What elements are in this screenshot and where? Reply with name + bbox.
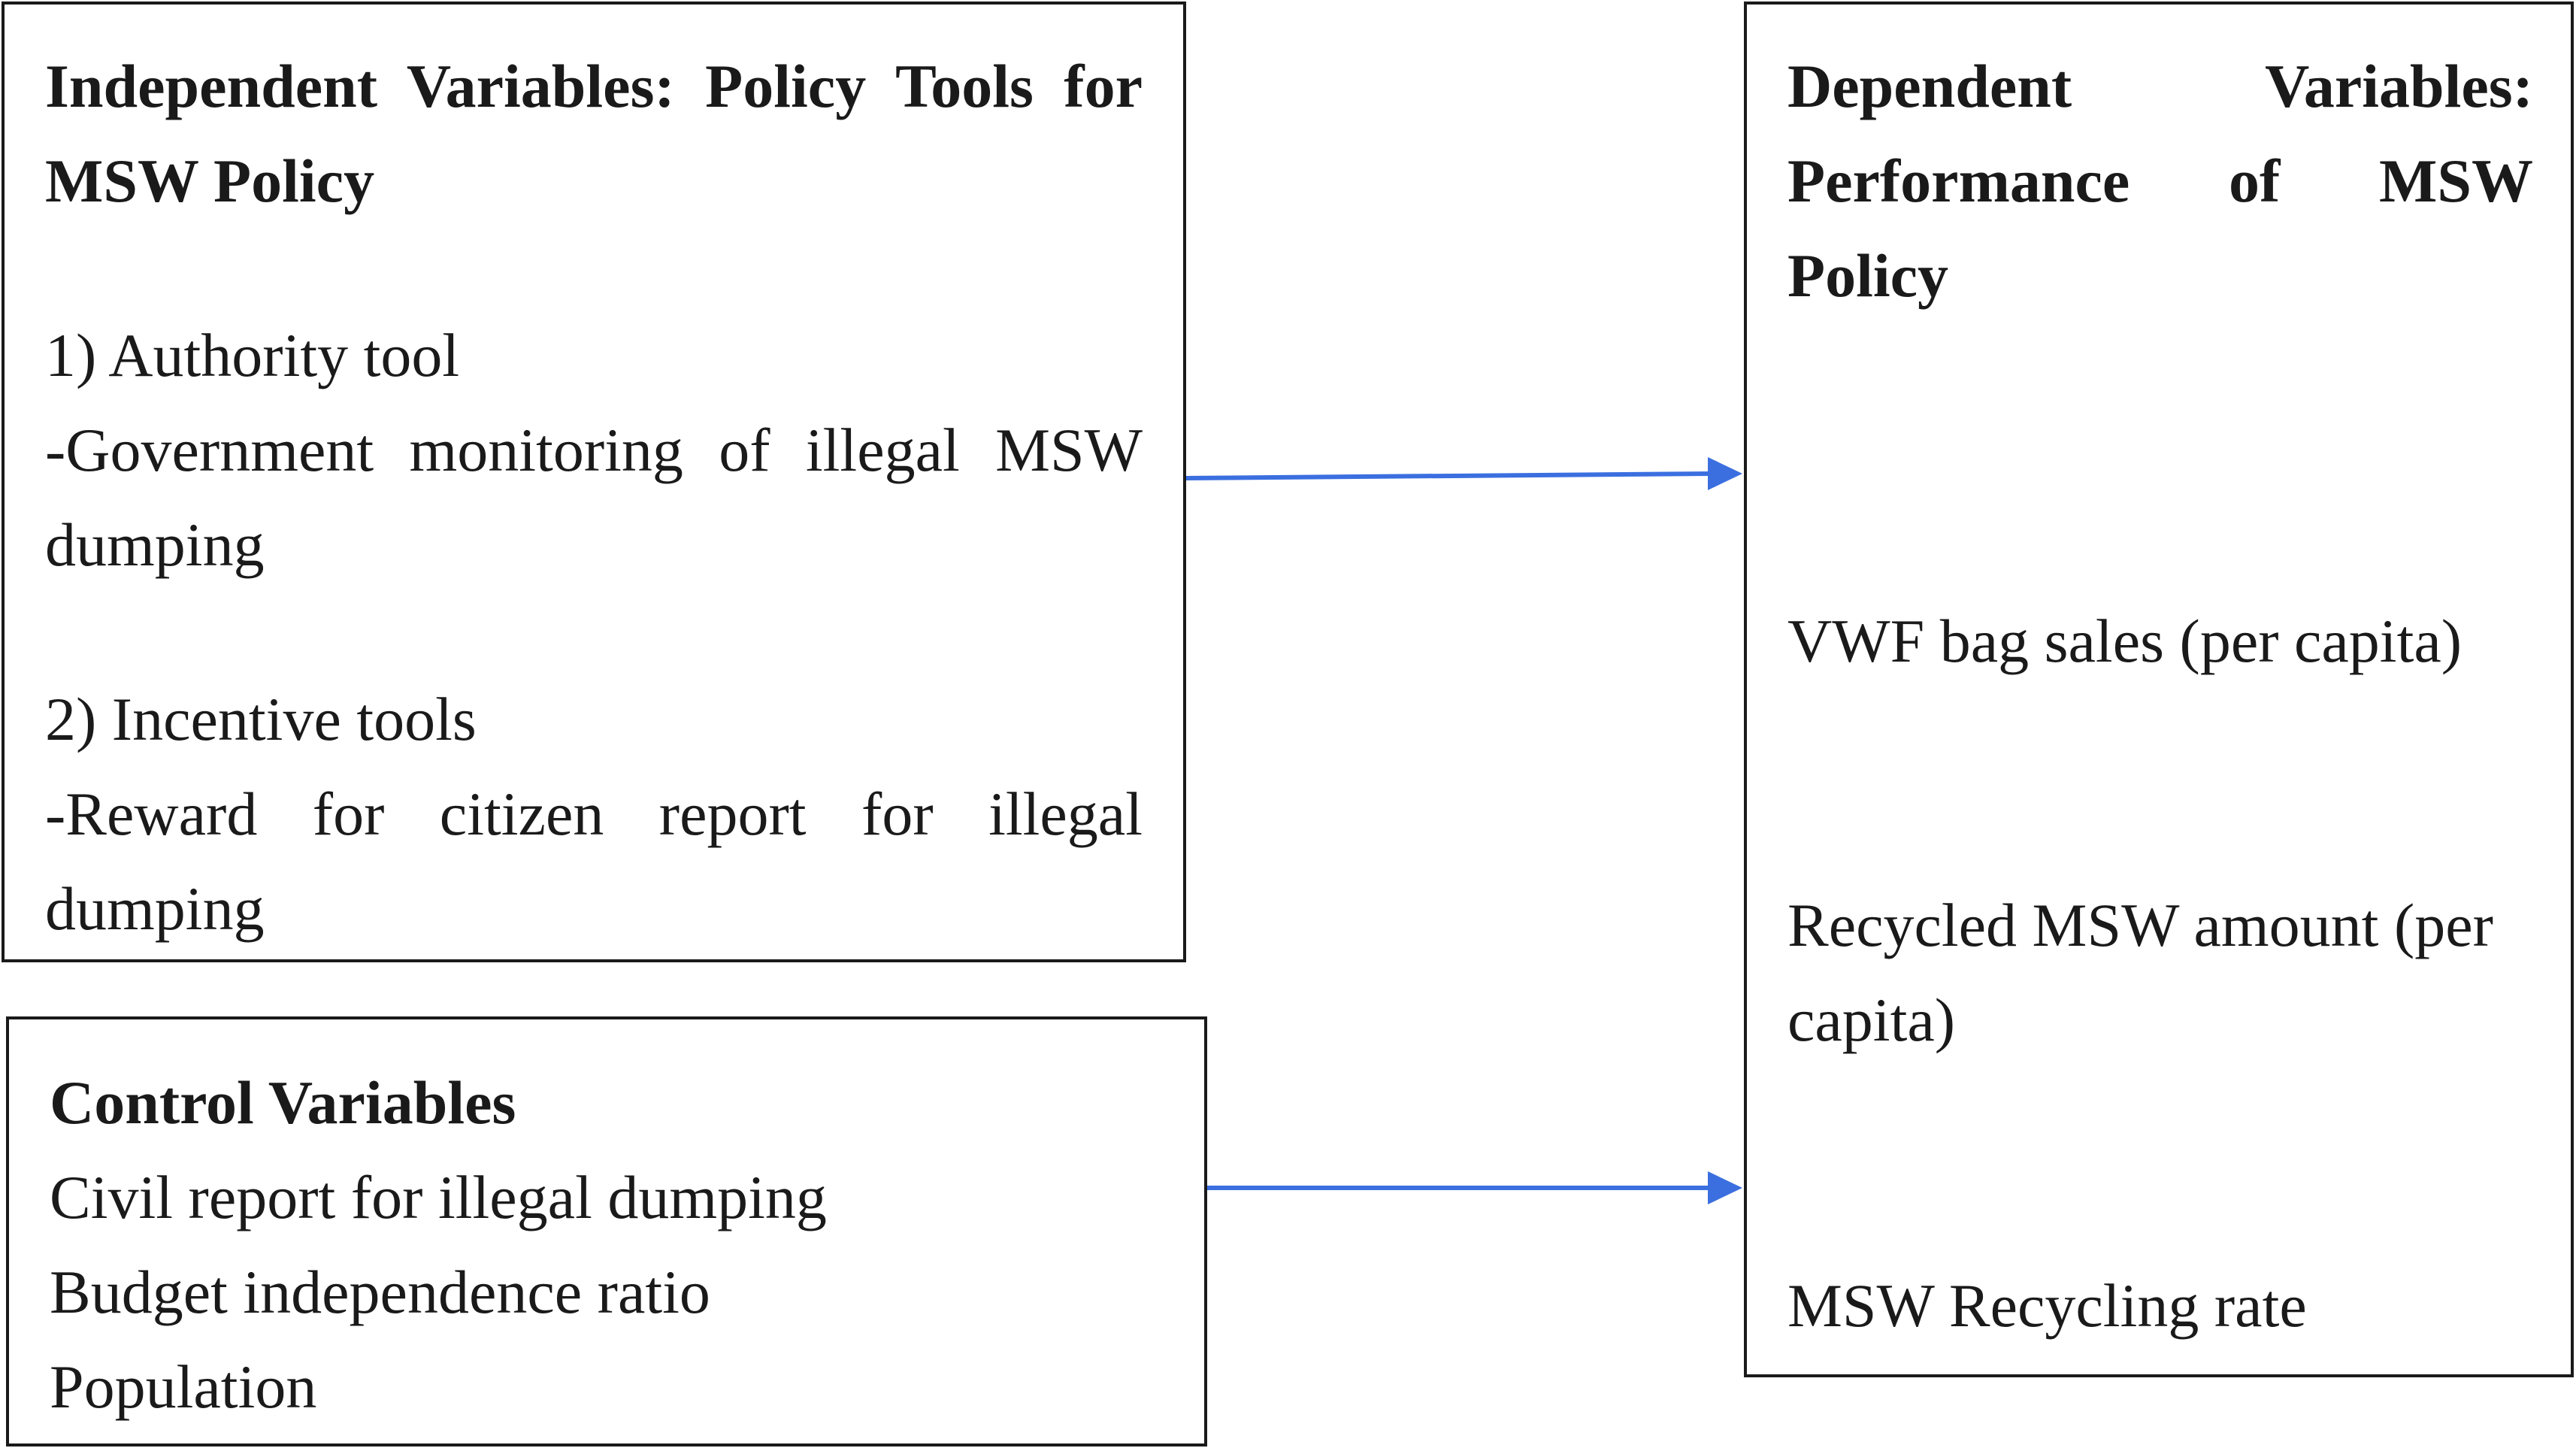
spacer [45, 229, 1143, 308]
independent-variables-box [2, 2, 1186, 962]
dependent-variables-box [1744, 2, 2574, 1377]
independent-variables-heading: Independent Variables: Policy Tools for MSW Policy [45, 52, 1143, 215]
authority-tool-title: 1) Authority tool [45, 321, 460, 389]
dependent-variable-item: VWF bag sales (per capita) [1787, 607, 2462, 675]
arrow-control-to-dependent [1207, 1171, 1742, 1204]
spacer [45, 592, 1143, 672]
control-variables-box [6, 1016, 1207, 1446]
arrow-independent-to-dependent [1186, 457, 1742, 490]
control-variable-item: Budget independence ratio [50, 1258, 710, 1326]
dependent-variables-heading: Dependent Variables: Performance of MSW Policy [1787, 52, 2533, 310]
control-variables-heading: Control Variables [50, 1068, 516, 1137]
dependent-variable-item: Recycled MSW amount (per capita) [1787, 891, 2493, 1054]
control-variable-item: Civil report for illegal dumping [50, 1163, 827, 1231]
incentive-tools-title: 2) Incentive tools [45, 685, 477, 753]
control-variable-item: Population [50, 1353, 317, 1421]
dependent-variable-item: MSW Recycling rate [1787, 1271, 2307, 1340]
authority-tool-item: -Government monitoring of illegal MSW dumping [45, 416, 1143, 579]
incentive-tools-item: -Reward for citizen report for illegal dumping [45, 780, 1143, 943]
